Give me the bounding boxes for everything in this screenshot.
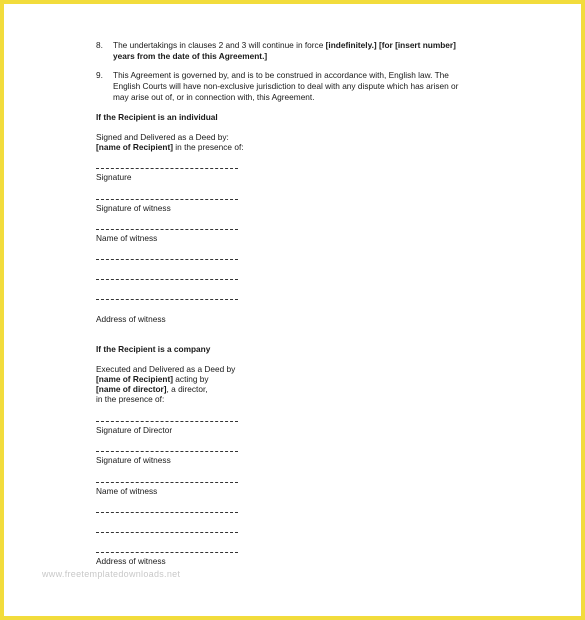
company-heading: If the Recipient is a company <box>96 344 211 354</box>
clause-8-text: The undertakings in clauses 2 and 3 will continue in force <box>113 40 326 50</box>
recipient-name-placeholder: [name of Recipient] <box>96 142 173 152</box>
director-text: , a director, <box>166 384 208 394</box>
director-signature-line <box>96 421 238 422</box>
clause-9-line1: This Agreement is governed by, and is to be construed in accordance with, English law. The <box>113 70 449 80</box>
witness-address-line-1 <box>96 259 238 260</box>
company-witness-address-label: Address of witness <box>96 556 166 566</box>
signature-label: Signature <box>96 172 132 182</box>
signature-line <box>96 168 238 169</box>
recipient-name-placeholder: [name of Recipient] <box>96 374 173 384</box>
company-witness-address-line-3 <box>96 552 238 553</box>
witness-signature-label: Signature of witness <box>96 203 171 213</box>
individual-intro-line2 <box>96 142 244 153</box>
witness-address-label: Address of witness <box>96 314 166 324</box>
company-witness-signature-label: Signature of witness <box>96 455 171 465</box>
clause-8-line1 <box>113 40 493 51</box>
clause-8-number: 8. <box>96 40 103 50</box>
witness-address-line-2 <box>96 279 238 280</box>
company-intro-line4: in the presence of: <box>96 394 165 404</box>
individual-intro-line1: Signed and Delivered as a Deed by: <box>96 132 229 142</box>
watermark: www.freetemplatedownloads.net <box>42 569 181 579</box>
company-intro-line1: Executed and Delivered as a Deed by <box>96 364 236 374</box>
company-intro-line3 <box>96 384 208 395</box>
witness-address-line-3 <box>96 299 238 300</box>
company-witness-address-line-1 <box>96 512 238 513</box>
company-witness-address-line-2 <box>96 532 238 533</box>
acting-by-text: acting by <box>173 374 209 384</box>
clause-9-number: 9. <box>96 70 103 80</box>
witness-name-label: Name of witness <box>96 233 158 243</box>
clause-9-line2: English Courts will have non-exclusive jurisdiction to deal with any dispute which has arisen or <box>113 81 459 91</box>
clause-8-bold-term: [indefinitely.] [for [insert number] <box>325 40 456 50</box>
company-intro-line2 <box>96 374 209 385</box>
director-name-placeholder: [name of director] <box>96 384 167 394</box>
clause-8-line2: years from the date of this Agreement.] <box>113 51 268 61</box>
company-witness-name-label: Name of witness <box>96 486 158 496</box>
presence-text: in the presence of: <box>173 142 244 152</box>
witness-signature-line <box>96 199 238 200</box>
company-witness-name-line <box>96 482 238 483</box>
company-witness-signature-line <box>96 451 238 452</box>
individual-heading: If the Recipient is an individual <box>96 112 218 122</box>
clause-9-line3: may arise out of, or in connection with, this Agreement. <box>113 92 315 102</box>
witness-name-line <box>96 229 238 230</box>
director-signature-label: Signature of Director <box>96 425 173 435</box>
